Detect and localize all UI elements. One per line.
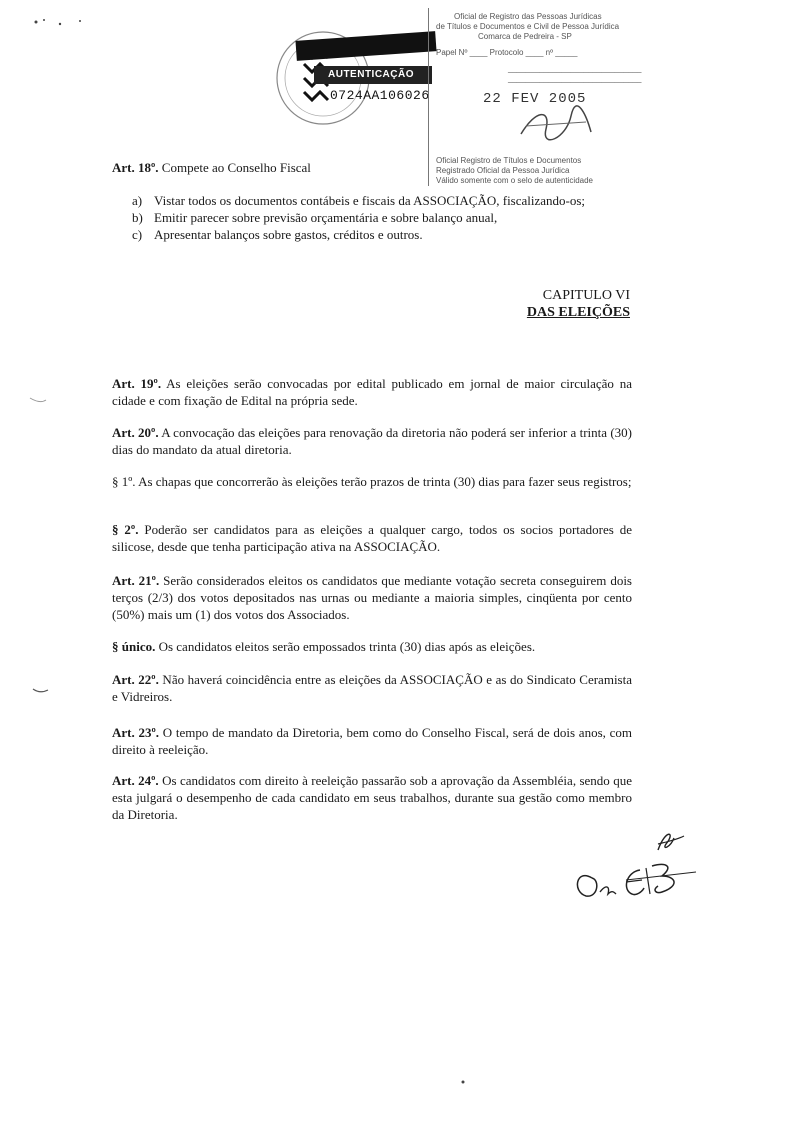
paragraph-art21 [112,572,632,623]
chapter-title: DAS ELEIÇÕES [526,305,630,320]
list-item-text: Vistar todos os documentos contábeis e fiscais da ASSOCIAÇÃO, fiscalizando-os; [154,193,586,208]
seal-number: 0724AA106026 [330,88,430,103]
article-text: Compete ao Conselho Fiscal [158,160,311,175]
article-text: A convocação das eleições para renovação da diretoria não poderá ser inferior a trinta (30) dias do mandato da atual diretoria. [112,425,632,457]
handwritten-initials [566,820,706,910]
chapter-heading [470,287,630,321]
article-label: Art. 22º. [112,672,159,687]
article-label: Art. 21º. [112,573,160,588]
art18-heading [112,160,311,176]
registry-line: Papel Nº ____ Protocolo ____ nº _____ [436,48,578,57]
paragraph-sec-unico [112,638,632,655]
registry-signature-icon [516,104,596,144]
list-item [132,209,642,226]
list-item [132,226,642,243]
article-label: Art. 20º. [112,425,159,440]
article-text: As chapas que concorrerão às eleições terão prazos de trinta (30) dias para fazer seus registros; [135,474,632,489]
article-text: Os candidatos eleitos serão empossados trinta (30) dias após as eleições. [155,639,536,654]
paragraph-sec2 [112,521,632,555]
list-marker: a) [132,193,143,208]
paragraph-art23 [112,724,632,758]
registry-line: ______________________________ [508,74,642,83]
list-marker: b) [132,210,143,225]
list-item [132,192,642,209]
registry-stamp [428,8,650,188]
article-text: O tempo de mandato da Diretoria, bem como do Conselho Fiscal, será de dois anos, com direito à reeleição. [112,725,632,757]
article-label: § único. [112,639,156,654]
paragraph-art24 [112,772,632,823]
registry-line: de Títulos e Documentos e Civil de Pessoa Jurídica [436,22,620,31]
paragraph-sec1 [112,473,632,490]
list-marker: c) [132,227,143,242]
article-label: § 2º. [112,522,139,537]
paragraph-art19 [112,375,632,409]
article-label: Art. 23º. [112,725,160,740]
art18-list [132,192,642,243]
chapter-number: CAPITULO VI [542,288,630,303]
registry-footer: Registrado Oficial da Pessoa Jurídica [436,166,570,175]
authentication-badge: AUTENTICAÇÃO [314,66,432,84]
article-text: Poderão ser candidatos para as eleições a qualquer cargo, todos os socios portadores de silicose, desde que tenha participação ativa na ASSOCIAÇÃO. [112,522,632,554]
article-text: Os candidatos com direito à reeleição passarão sob a aprovação da Assembléia, sendo que esta julgará o desempenho de cada candidato em seus trabalhos, durante sua gestão como membro da Diretoria. [112,773,632,822]
paragraph-art22 [112,671,632,705]
article-label: Art. 24º. [112,773,159,788]
article-label: Art. 19º. [112,376,162,391]
list-item-text: Apresentar balanços sobre gastos, créditos e outros. [154,227,423,242]
registry-line: Comarca de Pedreira - SP [478,32,572,41]
list-item-text: Emitir parecer sobre previsão orçamentária e sobre balanço anual, [154,210,498,225]
registry-line: Oficial de Registro das Pessoas Jurídicas [454,12,602,21]
registry-footer: Válido somente com o selo de autenticidade [436,176,593,185]
article-label: § 1º. [112,474,136,489]
registry-date: 22 FEV 2005 [483,91,587,107]
article-text: Serão considerados eleitos os candidatos que mediante votação secreta conseguirem dois terços (2/3) dos votos depositados nas urnas ou mediante a maioria simples, cinqüenta por cento (50%) mais um (1) dos votos dos Associados. [112,573,632,622]
registry-line: ______________________________ [508,64,642,73]
article-text: Não haverá coincidência entre as eleições da ASSOCIAÇÃO e as do Sindicato Ceramista e Vidreiros. [112,672,632,704]
registry-footer: Oficial Registro de Títulos e Documentos [436,156,582,165]
paragraph-art20 [112,424,632,458]
article-label: Art. 18º. [112,160,159,175]
article-text: As eleições serão convocadas por edital publicado em jornal de maior circulação na cidade e com fixação de Edital na própria sede. [112,376,632,408]
